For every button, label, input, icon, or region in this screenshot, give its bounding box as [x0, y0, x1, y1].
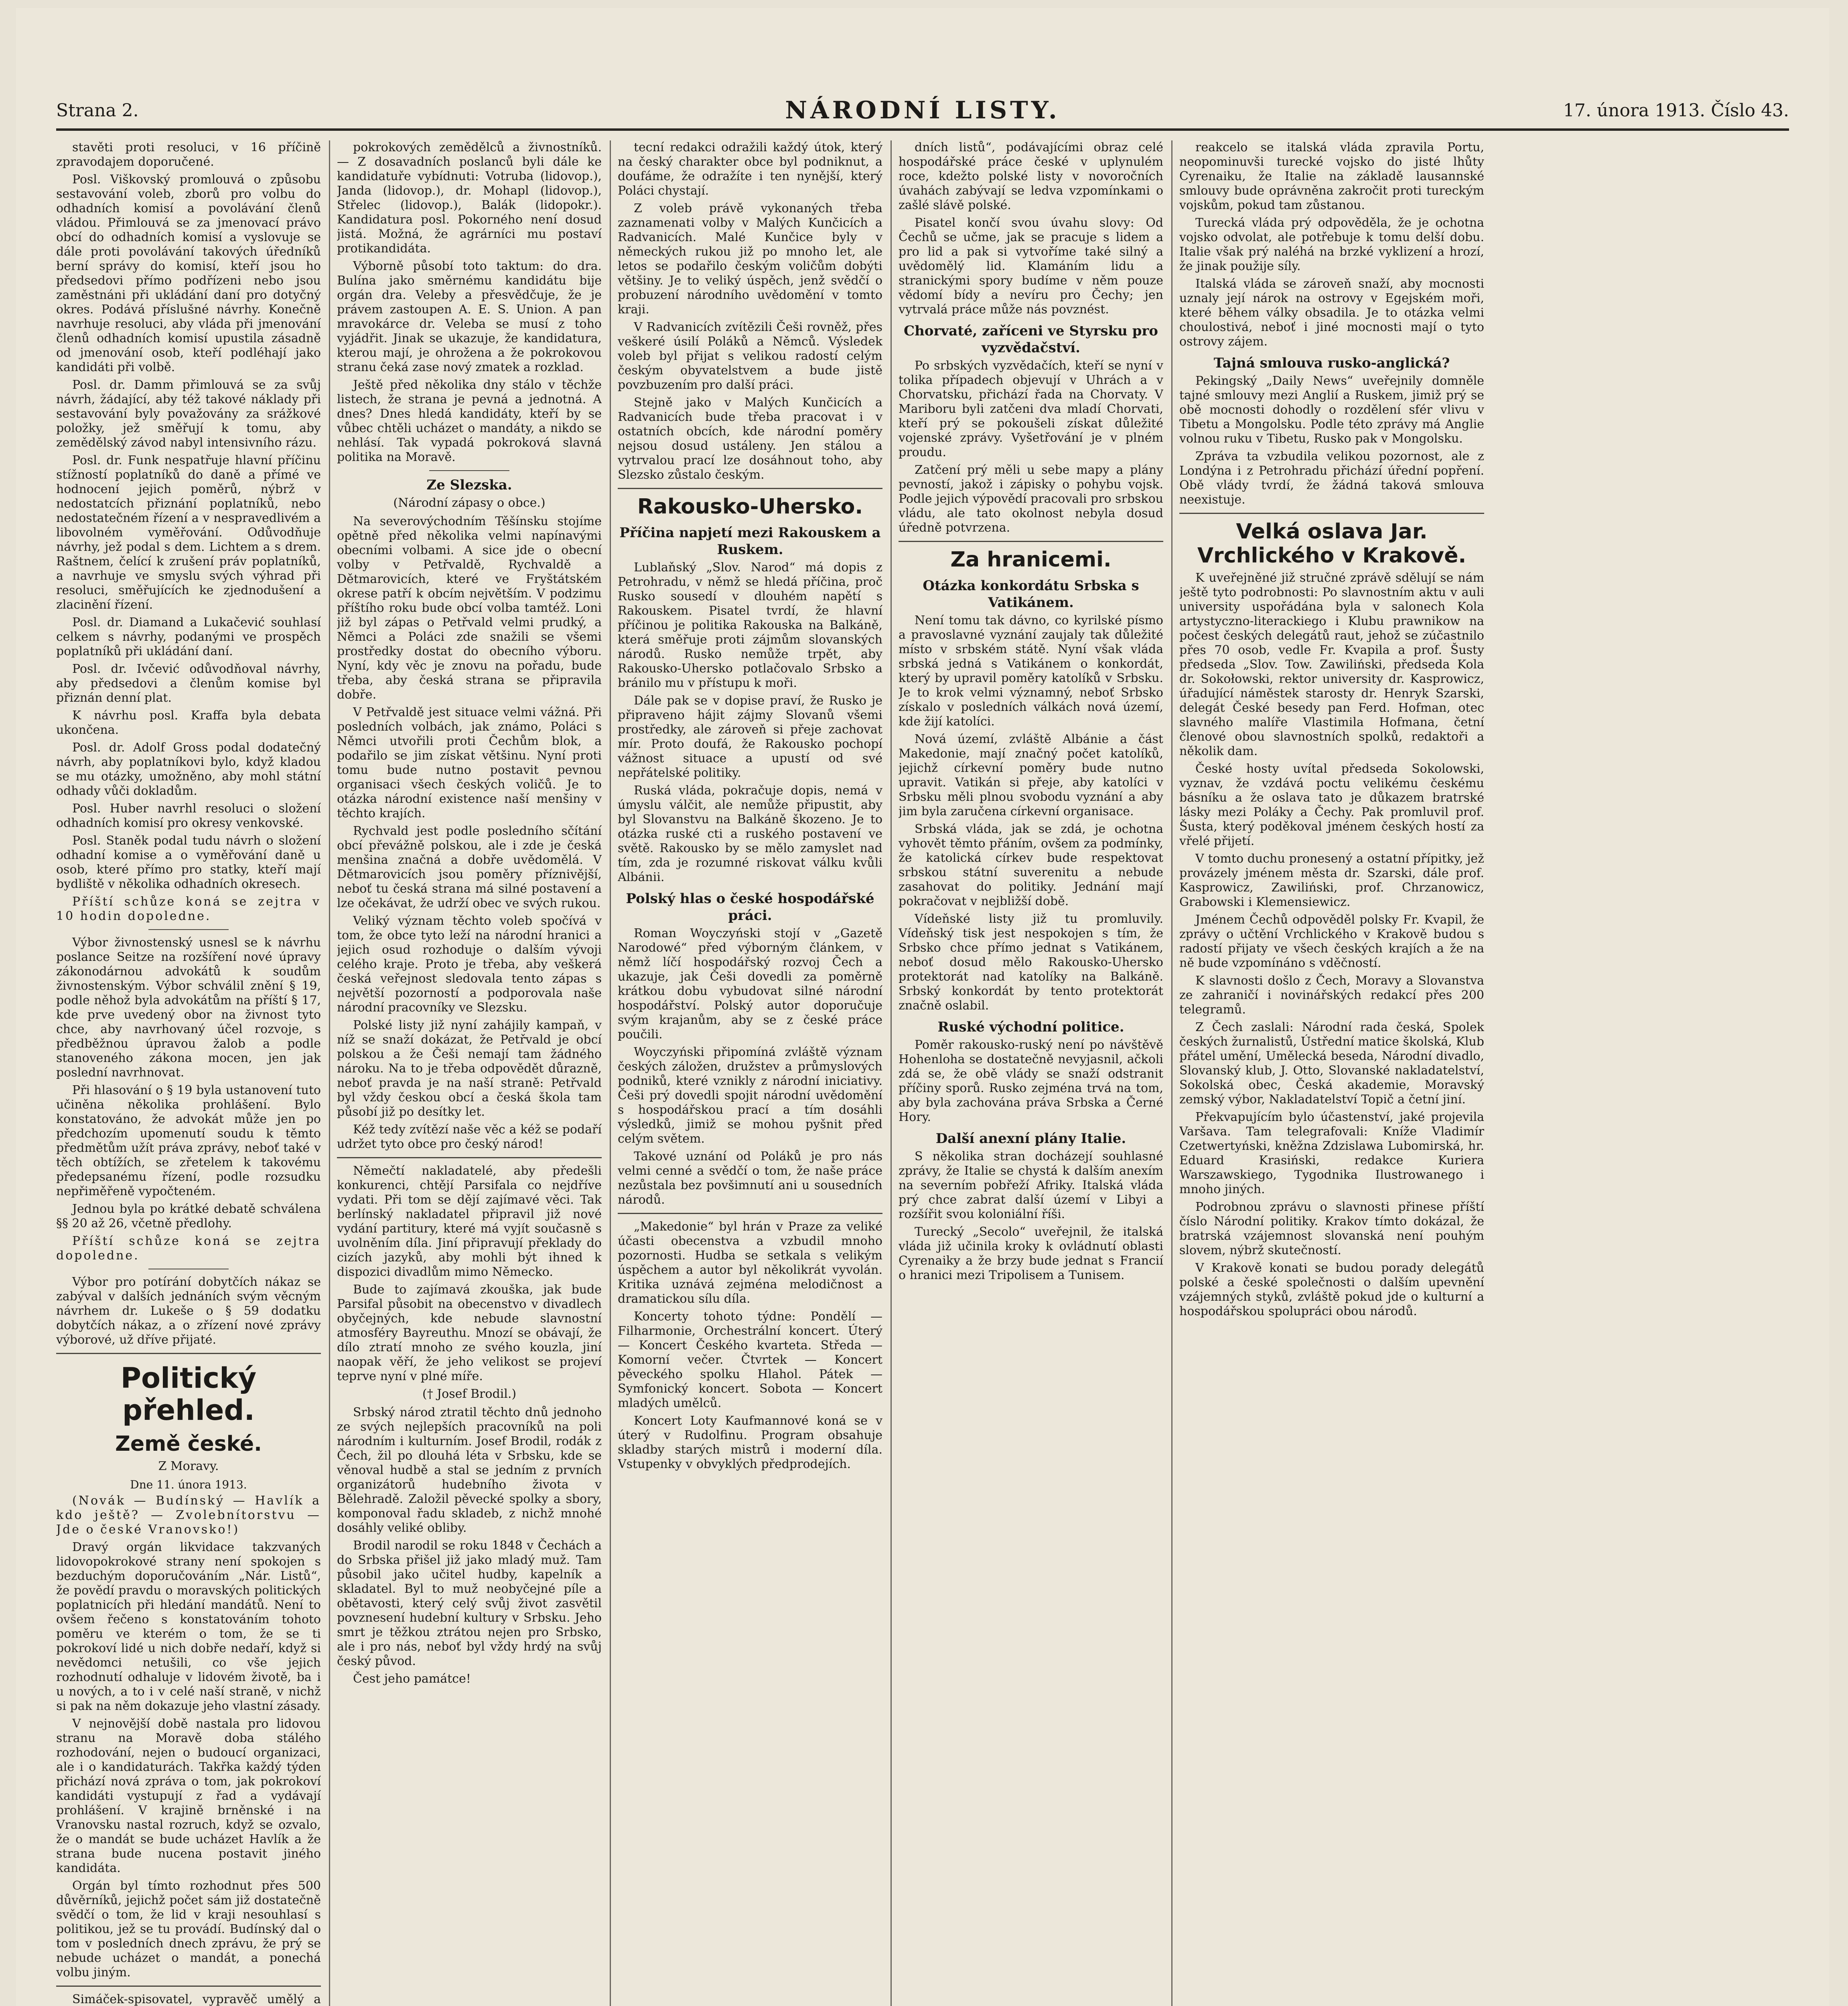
paragraph: Turecká vláda prý odpověděla, že je ochotna vojsko odvolat, ale potřebuje k tomu delší dobu. Italie však prý naléhá na brzké vyklizení a hrozí, že jinak použije síly. — [1179, 216, 1484, 273]
paragraph: tecní redakci odražili každý útok, který na český charakter obce byl podniknut, a doufáme, že odražíte i ten nynější, který Poláci chystají. — [618, 140, 882, 198]
column-4 — [899, 140, 1163, 2006]
column-1 — [56, 140, 321, 2006]
paragraph: Na severovýchodním Těšínsku stojíme opětně před několika velmi napínavými obecními volbami. A sice jde o obecní volby v Petřvaldě, Rychvaldě a Dětmarovicích, které ve Fryštátském okrese patří k obcím největším. V podzimu příštího roku bude obcí volba tamtéž. Loni již byl zápas o Petřvald velmi prudký, a Němci a Poláci zde snažili se všemi prostředky dostat do obecního výboru. Nyní, kdy věc je znovu na pořadu, bude třeba, aby česká strana se připravila dobře. — [337, 514, 602, 702]
paragraph: Polské listy již nyní zahájily kampaň, v níž se snaží dokázat, že Petřvald je obcí polskou a že Češi nemají tam žádného nároku. Na to je třeba odpovědět důrazně, neboť pravda je na naší straně: Petřvald byl vždy českou obcí a česká škola tam působí již po desítky let. — [337, 1018, 602, 1119]
paragraph: Poměr rakousko-ruský není po návštěvě Hohenloha se dostatečně nevyjasnil, ačkoli zdá se, že obě vlády se snaží odstranit příčiny sporů. Rusko zejména trvá na tom, aby byla zachována práva Srbska a Černé Hory. — [899, 1038, 1163, 1124]
divider — [56, 1353, 321, 1354]
paragraph: pokrokových zemědělců a živnostníků. — Z dosavadních poslanců byli dále ke kandidatuře vybídnuti: Votruba (lidovop.), Janda (lidovop.), dr. Mohapl (lidovop.), Střelec (lidovop.), Balák (lidopokr.). Kandidatura posl. Pokorného není dosud jistá. Možná, že agrárníci mu postaví protikandidáta. — [337, 140, 602, 256]
paragraph: K uveřejněné již stručné zprávě sdělují se nám ještě tyto podrobnosti: Po slavnostním aktu v auli university uspořádána byla v salonech Kola artystyczno-literackiego i Klubu prawnikow na počest českých delegátů raut, jehož se zúčastnilo přes 70 osob, vedle Fr. Kvapila a prof. Šusty předseda „Slov. Tow. Zawiliński, předseda Kola dr. Sokołowski, rektor university dr. Kasprowicz, úřadující náměstek starosty dr. Henryk Szarski, delegát České besedy pan Ferd. Hofman, otec slavného malíře Vlastimila Hofmana, četní členové obou slavnostních spolků, redaktoři a několik dam. — [1179, 571, 1484, 758]
obituary-title: († Josef Brodil.) — [422, 1387, 517, 1401]
paragraph: Po srbských vyzvědačích, kteří se nyní v tolika případech objevují v Uhrách a v Chorvatsku, přichází řada na Chorvaty. V Mariboru byli zatčeni dva mladí Chorvati, kteří prý se pokoušeli získat důležité vojenské zprávy. Vyšetřování je v plném proudu. — [899, 359, 1163, 459]
divider — [618, 488, 882, 489]
paragraph: Zatčení prý měli u sebe mapy a plány pevností, jakož i zápisky o pohybu vojsk. Podle jejich výpovědí pracovali pro srbskou vládu, ale tato okolnost nebyla dosud úředně potvrzena. — [899, 463, 1163, 535]
divider — [56, 1986, 321, 1987]
divider — [899, 541, 1163, 542]
paragraph: Výbor pro potírání dobytčích nákaz se zabýval v dalších jednáních svým věcným návrhem dr. Lukeše o § 59 dodatku dobytčích nákaz, a o zřízení nové zprávy výborové, už dříve přijaté. — [56, 1275, 321, 1347]
page-header — [56, 96, 1789, 128]
paragraph: Posl. Huber navrhl resoluci o složení odhadních komisí pro okresy venkovské. — [56, 802, 321, 830]
paragraph: S několika stran docházejí souhlasné zprávy, že Italie se chystá k dalším anexím na severním pobřeží Afriky. Italská vláda prý chce zabrat další území v Libyi a rozšířit svou koloniální říši. — [899, 1149, 1163, 1221]
paragraph: Jménem Čechů odpověděl polsky Fr. Kvapil, že zprávy o učtění Vrchlického v Krakově budou s radostí přijaty ve všech českých krajích a že na ně bude vzpomínáno s vděčností. — [1179, 913, 1484, 970]
paragraph: Orgán byl tímto rozhodnut přes 500 důvěrníků, jejichž počet sám již dostatečně svědčí o tom, že lid v kraji nesouhlasí s politikou, jež se tu provádí. Budínský dal o tom v posledních dnech zprávu, že prý se nebude ucházet o mandát, a ponechá volbu jiným. — [56, 1879, 321, 1980]
paragraph: K slavnosti došlo z Čech, Moravy a Slovanstva ze zahraničí i novinářských redakcí přes 200 telegramů. — [1179, 974, 1484, 1017]
paragraph: Turecký „Secolo“ uveřejnil, že italská vláda již učinila kroky k ovládnutí oblasti Cyrenaiky a že brzy bude jednat s Francií o hranici mezi Tripolisem a Tunisem. — [899, 1225, 1163, 1282]
paragraph: Ještě před několika dny stálo v těchže listech, že strana je pevná a jednotná. A dnes? Dnes hledá kandidáty, kteří by se vůbec chtěli ucházet o mandáty, a nikdo se nehlásí. Tak vypadá pokroková slavná politika na Moravě. — [337, 378, 602, 464]
section-title-austria-hungary: Rakousko-Uhersko. — [637, 495, 863, 519]
paragraph: Posl. dr. Ivčević odůvodňoval návrhy, aby předsedovi a členům komise byl přiznán denní plat. — [56, 662, 321, 705]
paragraph: Srbský národ ztratil těchto dnů jednoho ze svých nejlepších pracovníků na poli národním i kulturním. Josef Brodil, rodák z Čech, žil po dlouhá léta v Srbsku, kde se věnoval hudbě a stal se jedním z prvních organizátorů hudebního života v Bělehradě. Založil pěvecké spolky a sbory, komponoval řadu skladeb, z nichž mnohé dosáhly veliké obliby. — [337, 1405, 602, 1535]
paragraph: Příští schůze koná se zejtra dopoledne. — [56, 1234, 321, 1263]
column-divider — [1171, 140, 1172, 2006]
paragraph: Ruská vláda, pokračuje dopis, nemá v úmyslu válčit, ale nemůže připustit, aby byl Slovanstvu na Balkáně škozeno. Je to otázka ruské cti a ruského postavení ve světě. Rakousko by se mělo zamyslet nad tím, zda je rozumné riskovat válku kvůli Albánii. — [618, 784, 882, 884]
paragraph: Brodil narodil se roku 1848 v Čechách a do Srbska přišel již jako mladý muž. Tam působil jako učitel hudby, kapelník a skladatel. Byl to muž neobyčejné píle a obětavosti, který celý svůj život zasvětil povznesení hudební kultury v Srbsku. Jeho smrt je těžkou ztrátou nejen pro Srbsko, ale i pro nás, neboť byl vždy hrdý na svůj český původ. — [337, 1539, 602, 1668]
paragraph: Pisatel končí svou úvahu slovy: Od Čechů se učme, jak se pracuje s lidem a pro lid a pak si vytvoříme také silný a uvědomělý lid. Klamáním lidu a stranickými spory budíme v něm pouze vědomí bídy a nevíru pro Čechy; jen vytrvalá práce může nás povznést. — [899, 216, 1163, 317]
dateline: Dne 11. února 1913. — [130, 1478, 247, 1491]
paragraph: Čest jeho památce! — [353, 1672, 471, 1686]
column-divider — [329, 140, 330, 2006]
paragraph: Posl. dr. Diamand a Lukačević souhlasí celkem s návrhy, podanými ve prospěch poplatníků při ukládání daní. — [56, 615, 321, 658]
subsection-title: Otázka konkordátu Srbska s Vatikánem. — [923, 578, 1139, 611]
paragraph: České hosty uvítal předseda Sokolowski, vyznav, že vzdává poctu velikému českému básníku a že oslava tato je důkazem bratrské lásky mezi Poláky a Čechy. Pak promluvil prof. Šusta, který poděkoval jménem českých hostí za vřelé přijetí. — [1179, 762, 1484, 848]
subsection-title: Tajná smlouva rusko-anglická? — [1213, 355, 1450, 371]
paragraph: Srbská vláda, jak se zdá, je ochotna vyhovět těmto přáním, ovšem za podmínky, že katolická církev bude respektovat srbskou státní suverenitu a nebude zasahovat do politiky. Jednání mají pokračovat v nejbližší době. — [899, 822, 1163, 908]
paragraph: Koncert Loty Kaufmannové koná se v úterý v Rudolfinu. Program obsahuje skladby starých mistrů i moderní díla. Vstupenky v obvyklých předprodejích. — [618, 1414, 882, 1471]
masthead-title: NÁRODNÍ LISTY. — [785, 96, 1060, 124]
paragraph: (Novák — Budínský — Havlík a kdo ještě? — Zvolebnítorstvu — Jde o české Vranovsko!) — [56, 1494, 321, 1537]
section-title-political-overview: Politický přehled. — [120, 1362, 257, 1427]
paragraph: Při hlasování o § 19 byla ustanovení tuto učiněna několika prohlášení. Bylo konstatováno, že advokát může jen po předchozím upomenutí soudu k těmto předmětům užít práva zprávy, neboť také v těch obtížích, se zřetelem k takovému předepsanému řízení, podle rozsudku nepřiměřeně vypočteném. — [56, 1083, 321, 1198]
paragraph: V nejnovější době nastala pro lidovou stranu na Moravě doba stálého rozhodování, nejen o budoucí organizaci, ale i o kandidaturách. Takřka každý týden přichází nová zpráva o tom, jak pokrokoví kandidáti vystupují z řad a vydávají prohlášení. V krajině brněnské i na Vranovsku nastal rozruch, když se ozvalo, že o mandát se bude ucházet Havlík a že strana bude nucena postavit jiného kandidáta. — [56, 1717, 321, 1875]
issue-date: 17. února 1913. Číslo 43. — [1563, 100, 1789, 121]
paragraph: Posl. Viškovský promlouvá o způsobu sestavování voleb, zborů pro volbu do odhadních komisí a povolávání členů vládou. Přimlouvá se za jmenovací právo obcí do odhadních komisí a vyslovuje se dále proti povolávání takových úředníků berní správy do komisí, kteří jsou ho předsedovi přímo podřízeni nebo jsou zaměstnáni při ukládání daní pro dotyčný okres. Podává příslušné návrhy. Konečně navrhuje resoluci, aby vláda při jmenování členů odhadních komisí upustila zásadně od jmenování osob, kteří podléhají jako kandidáti při volbě. — [56, 173, 321, 374]
paragraph: Příští schůze koná se zejtra v 10 hodin dopoledne. — [56, 895, 321, 923]
paragraph: V Petřvaldě jest situace velmi vážná. Při posledních volbách, jak známo, Poláci s Němci utvořili proti Čechům blok, a podařilo se jim získat většinu. Nyní proti tomu bude nutno postavit pevnou organisaci všech českých voličů. Je to otázka národní existence naší menšiny v těchto krajích. — [337, 705, 602, 820]
paragraph: Nová území, zvláště Albánie a část Makedonie, mají značný počet katolíků, jejichž církevní poměry bude nutno upravit. Vatikán si přeje, aby katolíci v Srbsku měli plnou svobodu vyznání a aby jim byla zaručena církevní organisace. — [899, 732, 1163, 818]
column-divider — [610, 140, 611, 2006]
divider — [618, 1213, 882, 1214]
paragraph: stavěti proti resoluci, v 16 příčině zpravodajem doporučené. — [56, 140, 321, 169]
paragraph: reakcelo se italská vláda zpravila Portu, neopominuvši turecké vojsko do jisté lhůty Cyrenaiku, že Italie na základě lausannské smlouvy bude oprávněna zakročit proti tureckým vojskům, pokud tam zůstanou. — [1179, 140, 1484, 212]
subsection-title: Chorvaté, zaříceni ve Styrsku pro vyzvědačství. — [904, 323, 1158, 356]
newspaper-page — [16, 8, 1829, 2006]
paragraph: Posl. dr. Damm přimlouvá se za svůj návrh, žádající, aby též takové náklady při sestavování byly považovány za srážkové položky, jež směřují k tomu, aby zemědělský závod nabyl intensivního rázu. — [56, 378, 321, 450]
paragraph: Jednou byla po krátké debatě schválena §§ 20 až 26, včetně předlohy. — [56, 1202, 321, 1230]
subsection-title: Polský hlas o české hospodářské práci. — [626, 891, 874, 924]
paragraph: Bude to zajímavá zkouška, jak bude Parsifal působit na obecenstvo v divadlech obyčejných, kde nebude slavnostní atmosféry Bayreuthu. Mnozí se obávají, že dílo ztratí mnoho ze svého kouzla, jiní naopak věří, že jeho velikost se projeví teprve nyní v plné míře. — [337, 1283, 602, 1383]
paragraph: Výbor živnostenský usnesl se k návrhu poslance Seitze na rozšíření nové úpravy zákonodárnou advokátů k soudům živnostenským. Výbor schválil znění § 19, podle něhož byla advokátům na příští § 17, kde prve uvedený obor na živnost tyto chce, aby navrhovaný účel rozvoje, s předběžnou úpravou žalob a podle stanoveného zákona mocen, jen jak poslední navrhnovat. — [56, 936, 321, 1080]
paragraph: Dravý orgán likvidace takzvaných lidovopokrokové strany není spokojen s bezduchým doporučováním „Nár. Listů“, že povědí pravdu o moravských politických poplatnicích při hledání mandátů. Není to ovšem řečeno s konstatováním tohoto poměru ve kterém o tom, že se ti pokrokoví lidé u nich dobře nedaří, když si nevědomci netušili, co vše jejich rozhodnutí odhaluje v lidovém životě, ba i u nových, a to i v celé naší straně, v nichž si pak na něm dokazuje jeho vlastní zásady. — [56, 1540, 321, 1713]
section-title-vrchlicky-celebration: Velká oslava Jar. Vrchlického v Krakově. — [1197, 520, 1467, 568]
paragraph: Koncerty tohoto týdne: Pondělí — Filharmonie, Orchestrální koncert. Úterý — Koncert Českého kvarteta. Středa — Komorní večer. Čtvrtek — Koncert pěveckého spolku Hlahol. Pátek — Symfonický koncert. Sobota — Koncert mladých umělců. — [618, 1310, 882, 1410]
paragraph: Posl. dr. Adolf Gross podal dodatečný návrh, aby poplatníkovi bylo, když kladou se mu otázky, umožněno, aby mohl státní odhady vůči dokladům. — [56, 741, 321, 798]
paragraph: Kéž tedy zvítězí naše věc a kéž se podaří udržet tyto obce pro český národ! — [337, 1123, 602, 1151]
paragraph: Rychvald jest podle posledního sčítání obcí převážně polskou, ale i zde je česká menšina značná a dobře uvědomělá. V Dětmarovicích jsou poměry příznivější, neboť tu česká strana má silné postavení a lze očekávat, že udrží obec ve svých rukou. — [337, 824, 602, 910]
subsection-title: Ruské východní politice. — [937, 1019, 1124, 1035]
section-title-czech-lands: Země české. — [115, 1432, 262, 1456]
column-2 — [337, 140, 602, 2006]
paragraph: Simáček-spisovatel, vypravěč umělý a — [72, 1992, 321, 2006]
paragraph: Z voleb právě vykonaných třeba zaznamenati volby v Malých Kunčicích a Radvanicích. Malé Kunčice byly v německých rukou již po mnoho let, ale letos se podařilo českým voličům dobýti většiny. Je to veliký úspěch, jenž svědčí o probuzení národního uvědomění v tomto kraji. — [618, 201, 882, 317]
column-3 — [618, 140, 882, 2006]
paragraph: Lublaňský „Slov. Narod“ má dopis z Petrohradu, v němž se hledá příčina, proč Rusko sousedí v dlouhém napětí s Rakouskem. Pisatel tvrdí, že hlavní příčinou je politika Rakouska na Balkáně, která směřuje proti zájmům slovanských národů. Rusko nemůže trpět, aby Rakousko-Uhersko potlačovalo Srbsko a bránilo mu v přístupu k moři. — [618, 560, 882, 690]
paragraph: V Krakově konati se budou porady delegátů polské a české společnosti o dalším upevnění vzájemných styků, zvláště pokud jde o kulturní a hospodářskou spolupráci obou národů. — [1179, 1261, 1484, 1318]
paragraph: Zpráva ta vzbudila velikou pozornost, ale z Londýna i z Petrohradu přichází úřední popření. Obě vlády tvrdí, že žádná taková smlouva neexistuje. — [1179, 449, 1484, 507]
paragraph: K návrhu posl. Kraffa byla debata ukončena. — [56, 709, 321, 737]
paragraph: Dále pak se v dopise praví, že Rusko je připraveno hájit zájmy Slovanů všemi prostředky, ale zároveň si přeje zachovat mír. Proto doufá, že Rakousko pochopí vážnost situace a upustí od své nepřátelské politiky. — [618, 694, 882, 780]
paragraph: Posl. dr. Funk nespatřuje hlavní příčinu stížností poplatníků do daně a přímé ve hodnocení jejich poměrů, nýbrž v nedostatcích přiznání poplatníků, nebo nedostatečném řízení a v nespravedlivém a libovolném vyměřování. Odůvodňuje návrhy, jež podal s dem. Lichtem a s drem. Raštnem, čelící k zrušení práv poplatníků, a navrhuje ve smyslu svých výhrad při resoluci, směřujících ke zjednodušení a zlacinění řízení. — [56, 453, 321, 612]
section-title-abroad: Za hranicemi. — [950, 548, 1112, 572]
paragraph: Podrobnou zprávu o slavnosti přinese příští číslo Národní politiky. Krakov tímto dokázal, že bratrská vzájemnost slovanská není pouhým slovem, nýbrž skutečností. — [1179, 1200, 1484, 1257]
paragraph: Italská vláda se zároveň snaží, aby mocnosti uznaly její nárok na ostrovy v Egejském moři, které během války obsadila. Je to otázka velmi choulostivá, neboť i jiné mocnosti mají o tyto ostrovy zájem. — [1179, 277, 1484, 349]
divider — [1179, 513, 1484, 514]
column-divider — [891, 140, 892, 2006]
divider — [148, 929, 229, 930]
subsection-title: Příčina napjetí mezi Rakouskem a Ruskem. — [619, 525, 881, 558]
paragraph: „Makedonie“ byl hrán v Praze za veliké účasti obecenstva a vzbudil mnoho pozornosti. Hudba se setkala s velikým úspěchem a autor byl několikrát vyvolán. Kritika uznává zejména melodičnost a dramatickou sílu díla. — [618, 1220, 882, 1306]
subsection-title: (Národní zápasy o obce.) — [393, 496, 546, 510]
paragraph: Posl. Staněk podal tudu návrh o složení odhadní komise a o vyměřování daně u osob, které přímo pro statky, kteří mají bydliště v několika odhadních okresech. — [56, 834, 321, 891]
paragraph: Není tomu tak dávno, co kyrilské písmo a pravoslavné vyznání zaujaly tak důležité místo v srbském státě. Nyní však vláda srbská jedná s Vatikánem o konkordát, který by upravil poměry katolíků v Srbsku. Je to krok velmi významný, neboť Srbsko získalo v posledních válkách nová území, kde žijí katolíci. — [899, 613, 1163, 729]
divider — [429, 470, 509, 471]
paragraph: Roman Woyczyński stojí v „Gazetě Narodowé“ před výborným článkem, v němž líčí hospodářský rozvoj Čech a ukazuje, jak Češi dovedli za poměrně krátkou dobu vybudovat silné národní hospodářství. Polský autor doporučuje svým krajanům, aby se z české práce poučili. — [618, 926, 882, 1042]
subsection-title: Z Moravy. — [158, 1459, 219, 1473]
paragraph: Němečtí nakladatelé, aby předešli konkurenci, chtějí Parsifala co nejdříve vydati. Při tom se dějí zajímavé věci. Tak berlínský nakladatel připravil již nové vydání partitury, které má vyjít současně s uvolněním díla. Jiní připravují překlady do cizích jazyků, aby mohli být ihned k dispozici divadlům mimo Německo. — [337, 1164, 602, 1279]
paragraph: Vídeňské listy již tu promluvily. Vídeňský tisk jest nespokojen s tím, že Srbsko chce přímo jednat s Vatikánem, neboť dosud mělo Rakousko-Uhersko protektorát nad katolíky na Balkáně. Srbský konkordát by tento protektorát značně oslabil. — [899, 912, 1163, 1013]
paragraph: V Radvanicích zvítězili Češi rovněž, přes veškeré úsilí Poláků a Němců. Výsledek voleb byl přijat s velikou radostí celým českým obyvatelstvem a bude jistě povzbuzením pro další práci. — [618, 320, 882, 392]
section-title-silesia: Ze Slezska. — [426, 477, 512, 493]
paragraph: V tomto duchu pronesený a ostatní přípitky, jež provázely jménem města dr. Szarski, dále prof. Kasprowicz, Zawiliński, prof. Chrzanowicz, Grabowski i Klemensiewicz. — [1179, 852, 1484, 909]
paragraph: Výborně působí toto taktum: do dra. Bulína jako směrnému kandidátu bije orgán dra. Veleby a přesvědčuje, že je právem zastoupen A. E. S. Union. A pan mravokárce dr. Veleba se musí z toho vyjádřit. Jinak se ukazuje, že kandidatura, kterou mají, je ohrožena a že pokrokovou stranu čeká zase nový zmatek a rozklad. — [337, 259, 602, 374]
paragraph: dních listů“, podávajícími obraz celé hospodářské práce české v uplynulém roce, kdežto polské listy v novoročních úvahách zabývají se ledva vzpomínkami o zašlé slávě polské. — [899, 140, 1163, 212]
paragraph: Stejně jako v Malých Kunčicích a Radvanicích bude třeba pracovat i v ostatních obcích, kde národní poměry nejsou dosud ustáleny. Jen stálou a vytrvalou prací lze dosáhnout toho, aby Slezsko zůstalo českým. — [618, 396, 882, 482]
paragraph: Pekingský „Daily News“ uveřejnily domněle tajné smlouvy mezi Anglií a Ruskem, jimiž prý se obě mocnosti dohodly o rozdělení sfér vlivu v Tibetu a Mongolsku. Podle této zprávy má Anglie volnou ruku v Tibetu, Rusko pak v Mongolsku. — [1179, 374, 1484, 446]
paragraph: Překvapujícím bylo účastenství, jaké projevila Varšava. Tam telegrafovali: Kníže Vladimír Czetwertyński, kněžna Zdzislawa Lubomirská, hr. Eduard Krasiński, redakce Kuriera Warszawskiego, Tygodnika Ilustrowanego i mnoho jiných. — [1179, 1110, 1484, 1196]
paragraph: Z Čech zaslali: Národní rada česká, Spolek českých žurnalistů, Ústřední matice školská, Klub přátel umění, Umělecká beseda, Národní divadlo, Slovanský klub, J. Otto, Slovanské nakladatelství, Sokolská obec, Česká akademie, Moravský zemský výbor, Nakladatelství Topič a četní jiní. — [1179, 1020, 1484, 1107]
paragraph: Takové uznání od Poláků je pro nás velmi cenné a svědčí o tom, že naše práce nezůstala bez povšimnutí ani u sousedních národů. — [618, 1149, 882, 1207]
subsection-title: Další anexní plány Italie. — [935, 1131, 1126, 1147]
paragraph: Veliký význam těchto voleb spočívá v tom, že obce tyto leží na národní hranici a jejich osud rozhoduje o dalším vývoji celého kraje. Proto je třeba, aby veškerá česká veřejnost sledovala tento zápas s největší pozorností a podporovala naše národní pracovníky ve Slezsku. — [337, 914, 602, 1015]
column-5 — [1179, 140, 1484, 2006]
page-number: Strana 2. — [56, 100, 139, 121]
paragraph: Woyczyński připomíná zvláště význam českých záložen, družstev a průmyslových podniků, které vznikly z národní iniciativy. Češi prý dovedli spojit národní uvědomění s hospodářskou prací a tím dosáhli výsledků, jimiž se mohou pyšnit před celým světem. — [618, 1045, 882, 1146]
header-rule — [56, 128, 1789, 131]
divider — [337, 1157, 602, 1158]
